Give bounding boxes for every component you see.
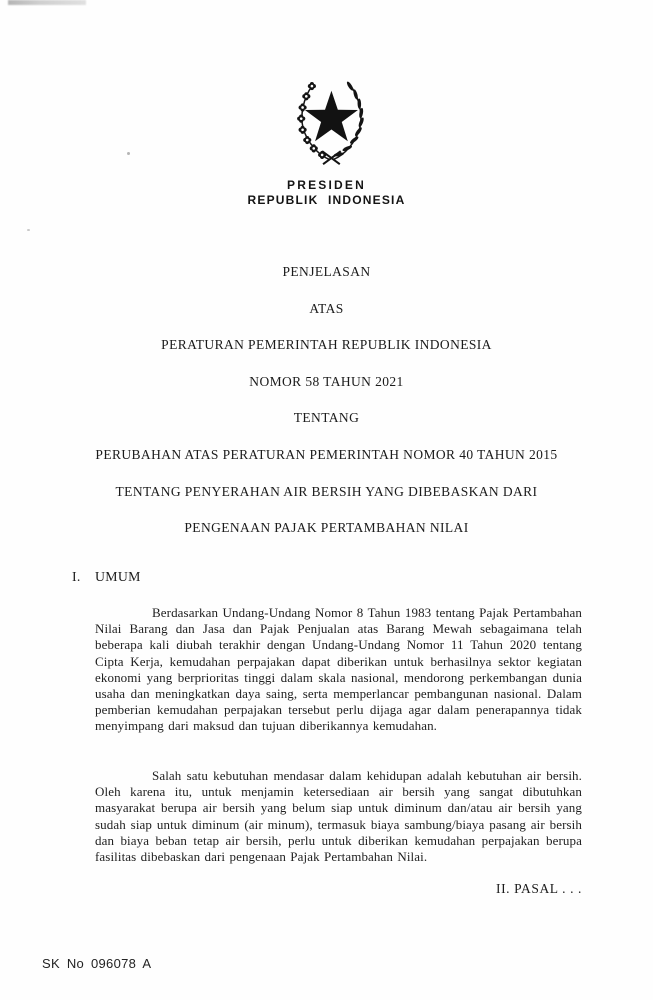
title-line-peraturan: PERATURAN PEMERINTAH REPUBLIK INDONESIA <box>161 337 492 353</box>
continuation-marker: II. PASAL . . . <box>495 881 582 896</box>
title-line-nomor: NOMOR 58 TAHUN 2021 <box>249 373 404 389</box>
presidential-emblem-icon <box>284 72 377 169</box>
scan-smudge-artifact <box>8 0 86 5</box>
scan-speck <box>127 152 130 155</box>
title-line-pengenaan: PENGENAAN PAJAK PERTAMBAHAN NILAI <box>184 520 469 536</box>
section-number: I. <box>72 569 81 584</box>
scan-speck <box>27 229 30 231</box>
title-block <box>0 254 653 547</box>
letterhead-republik-indonesia: REPUBLIK INDONESIA <box>247 193 406 207</box>
title-line-perubahan: PERUBAHAN ATAS PERATURAN PEMERINTAH NOMOR 40 TAHUN 2015 <box>95 446 558 462</box>
title-line-penyerahan: TENTANG PENYERAHAN AIR BERSIH YANG DIBEBASKAN DARI <box>115 483 538 499</box>
letterhead-presiden: PRESIDEN <box>287 178 366 192</box>
letterhead <box>0 178 653 208</box>
paragraph-2 <box>95 768 582 865</box>
title-line-penjelasan: PENJELASAN <box>282 264 371 279</box>
paragraph-2-text: Salah satu kebutuhan mendasar dalam kehidupan adalah kebutuhan air bersih. Oleh karena itu, untuk menjamin ketersediaan air bersih yang sangat dibutuhkan masyarakat berupa air bersih yang belum siap untuk diminum dan/atau air bersih yang sudah siap untuk diminum (air minum), termasuk biaya sambung/biaya pasang air bersih dan biaya beban tetap air bersih, perlu untuk diberikan kemudahan perpajakan berupa fasilitas dibebaskan dari pengenaan Pajak Pertambahan Nilai. <box>95 768 582 865</box>
section-heading <box>72 569 141 585</box>
footer-serial-number: SK No 096078 A <box>42 956 152 971</box>
paragraph-1 <box>95 605 582 735</box>
title-line-atas: ATAS <box>309 300 344 316</box>
star-glyph <box>305 91 358 141</box>
section-title: UMUM <box>95 569 141 584</box>
title-line-tentang: TENTANG <box>293 410 360 426</box>
paragraph-1-text: Berdasarkan Undang-Undang Nomor 8 Tahun 1983 tentang Pajak Pertambahan Nilai Barang dan Jasa dan Pajak Penjualan atas Barang Mewah sebagaimana telah beberapa kali diubah terakhir dengan Undang-Undang Nomor 11 Tahun 2020 tentang Cipta Kerja, kemudahan perpajakan dapat diberikan untuk berhasilnya sektor kegiatan ekonomi yang berprioritas tinggi dalam skala nasional, mendorong perkembangan dunia usaha dan meningkatkan daya saing, serta memperlancar pembangunan nasional. Dalam pemberian kemudahan perpajakan tersebut perlu dijaga agar dalam penerapannya tidak menyimpang dari maksud dan tujuan diberikannya kemudahan. <box>95 605 582 734</box>
